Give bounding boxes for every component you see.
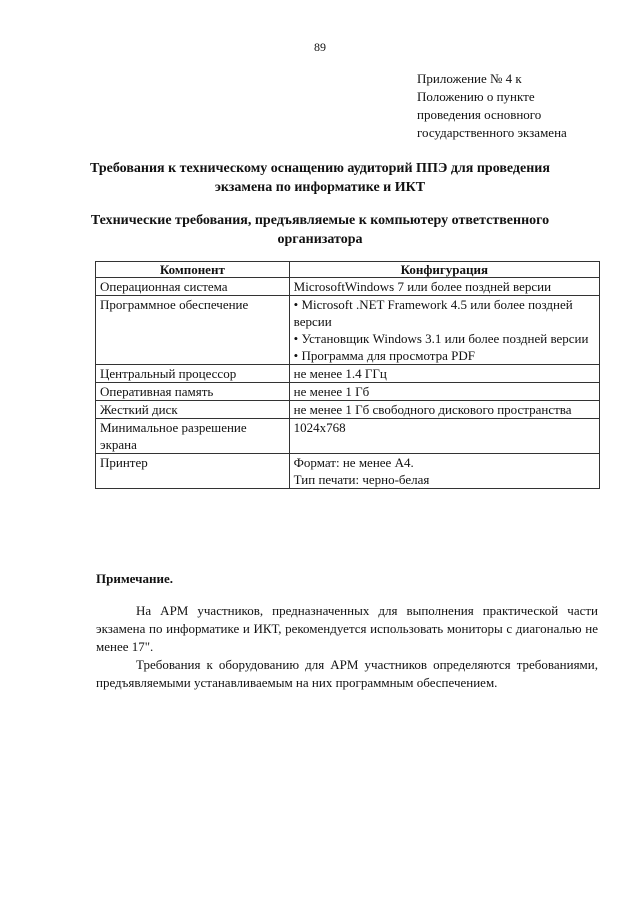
table-row [96,365,600,383]
configuration-line: • Установщик Windows 3.1 или более поздней версии [293,331,589,346]
configuration-line: не менее 1.4 ГГц [293,366,387,381]
appendix-line: государственного экзамена [417,125,567,140]
column-header-configuration: Конфигурация [289,262,599,278]
configuration-cell [289,296,599,365]
component-cell: Центральный процессор [96,365,290,383]
component-cell: Программное обеспечение [96,296,290,365]
configuration-cell [289,383,599,401]
component-cell: Минимальное разрешение экрана [96,419,290,454]
page-number: 89 [314,40,326,54]
component-cell: Оперативная память [96,383,290,401]
requirements-table [95,261,600,489]
document-subtitle: Технические требования, предъявляемые к компьютеру ответственного организатора [90,213,550,247]
table-header-row [96,262,600,278]
table-row [96,419,600,454]
table-row [96,454,600,489]
configuration-line: Тип печати: черно-белая [293,472,430,487]
document-title: Требования к техническому оснащению аудиторий ППЭ для проведения экзамена по информатике и ИКТ [90,161,550,195]
component-cell: Принтер [96,454,290,489]
configuration-cell [289,278,599,296]
table-row [96,383,600,401]
note-paragraph: Требования к оборудованию для АРМ участников определяются требованиями, предъявляемыми устанавливаемым на них программным обеспечением. [96,657,598,690]
configuration-cell [289,365,599,383]
configuration-line: 1024x768 [293,420,346,435]
appendix-line: Приложение № 4 к [417,71,522,86]
appendix-line: проведения основного [417,107,542,122]
configuration-line: не менее 1 Гб свободного дискового пространства [293,402,572,417]
note-paragraph: На АРМ участников, предназначенных для выполнения практической части экзамена по информатике и ИКТ, рекомендуется использовать мониторы с диагональю не менее 17". [96,603,598,654]
note-heading: Примечание. [96,571,173,586]
appendix-line: Положению о пункте [417,89,535,104]
table-row [96,278,600,296]
component-cell: Жесткий диск [96,401,290,419]
configuration-cell [289,454,599,489]
configuration-line: Формат: не менее А4. [293,455,414,470]
component-cell: Операционная система [96,278,290,296]
column-header-component: Компонент [96,262,290,278]
configuration-line: не менее 1 Гб [293,384,370,399]
table-row [96,401,600,419]
configuration-line: • Microsoft .NET Framework 4.5 или более поздней версии [293,297,573,329]
configuration-line: MicrosoftWindows 7 или более поздней версии [293,279,552,294]
configuration-cell [289,401,599,419]
configuration-cell [289,419,599,454]
table-row [96,296,600,365]
appendix-reference [417,70,567,142]
configuration-line: • Программа для просмотра PDF [293,348,475,363]
